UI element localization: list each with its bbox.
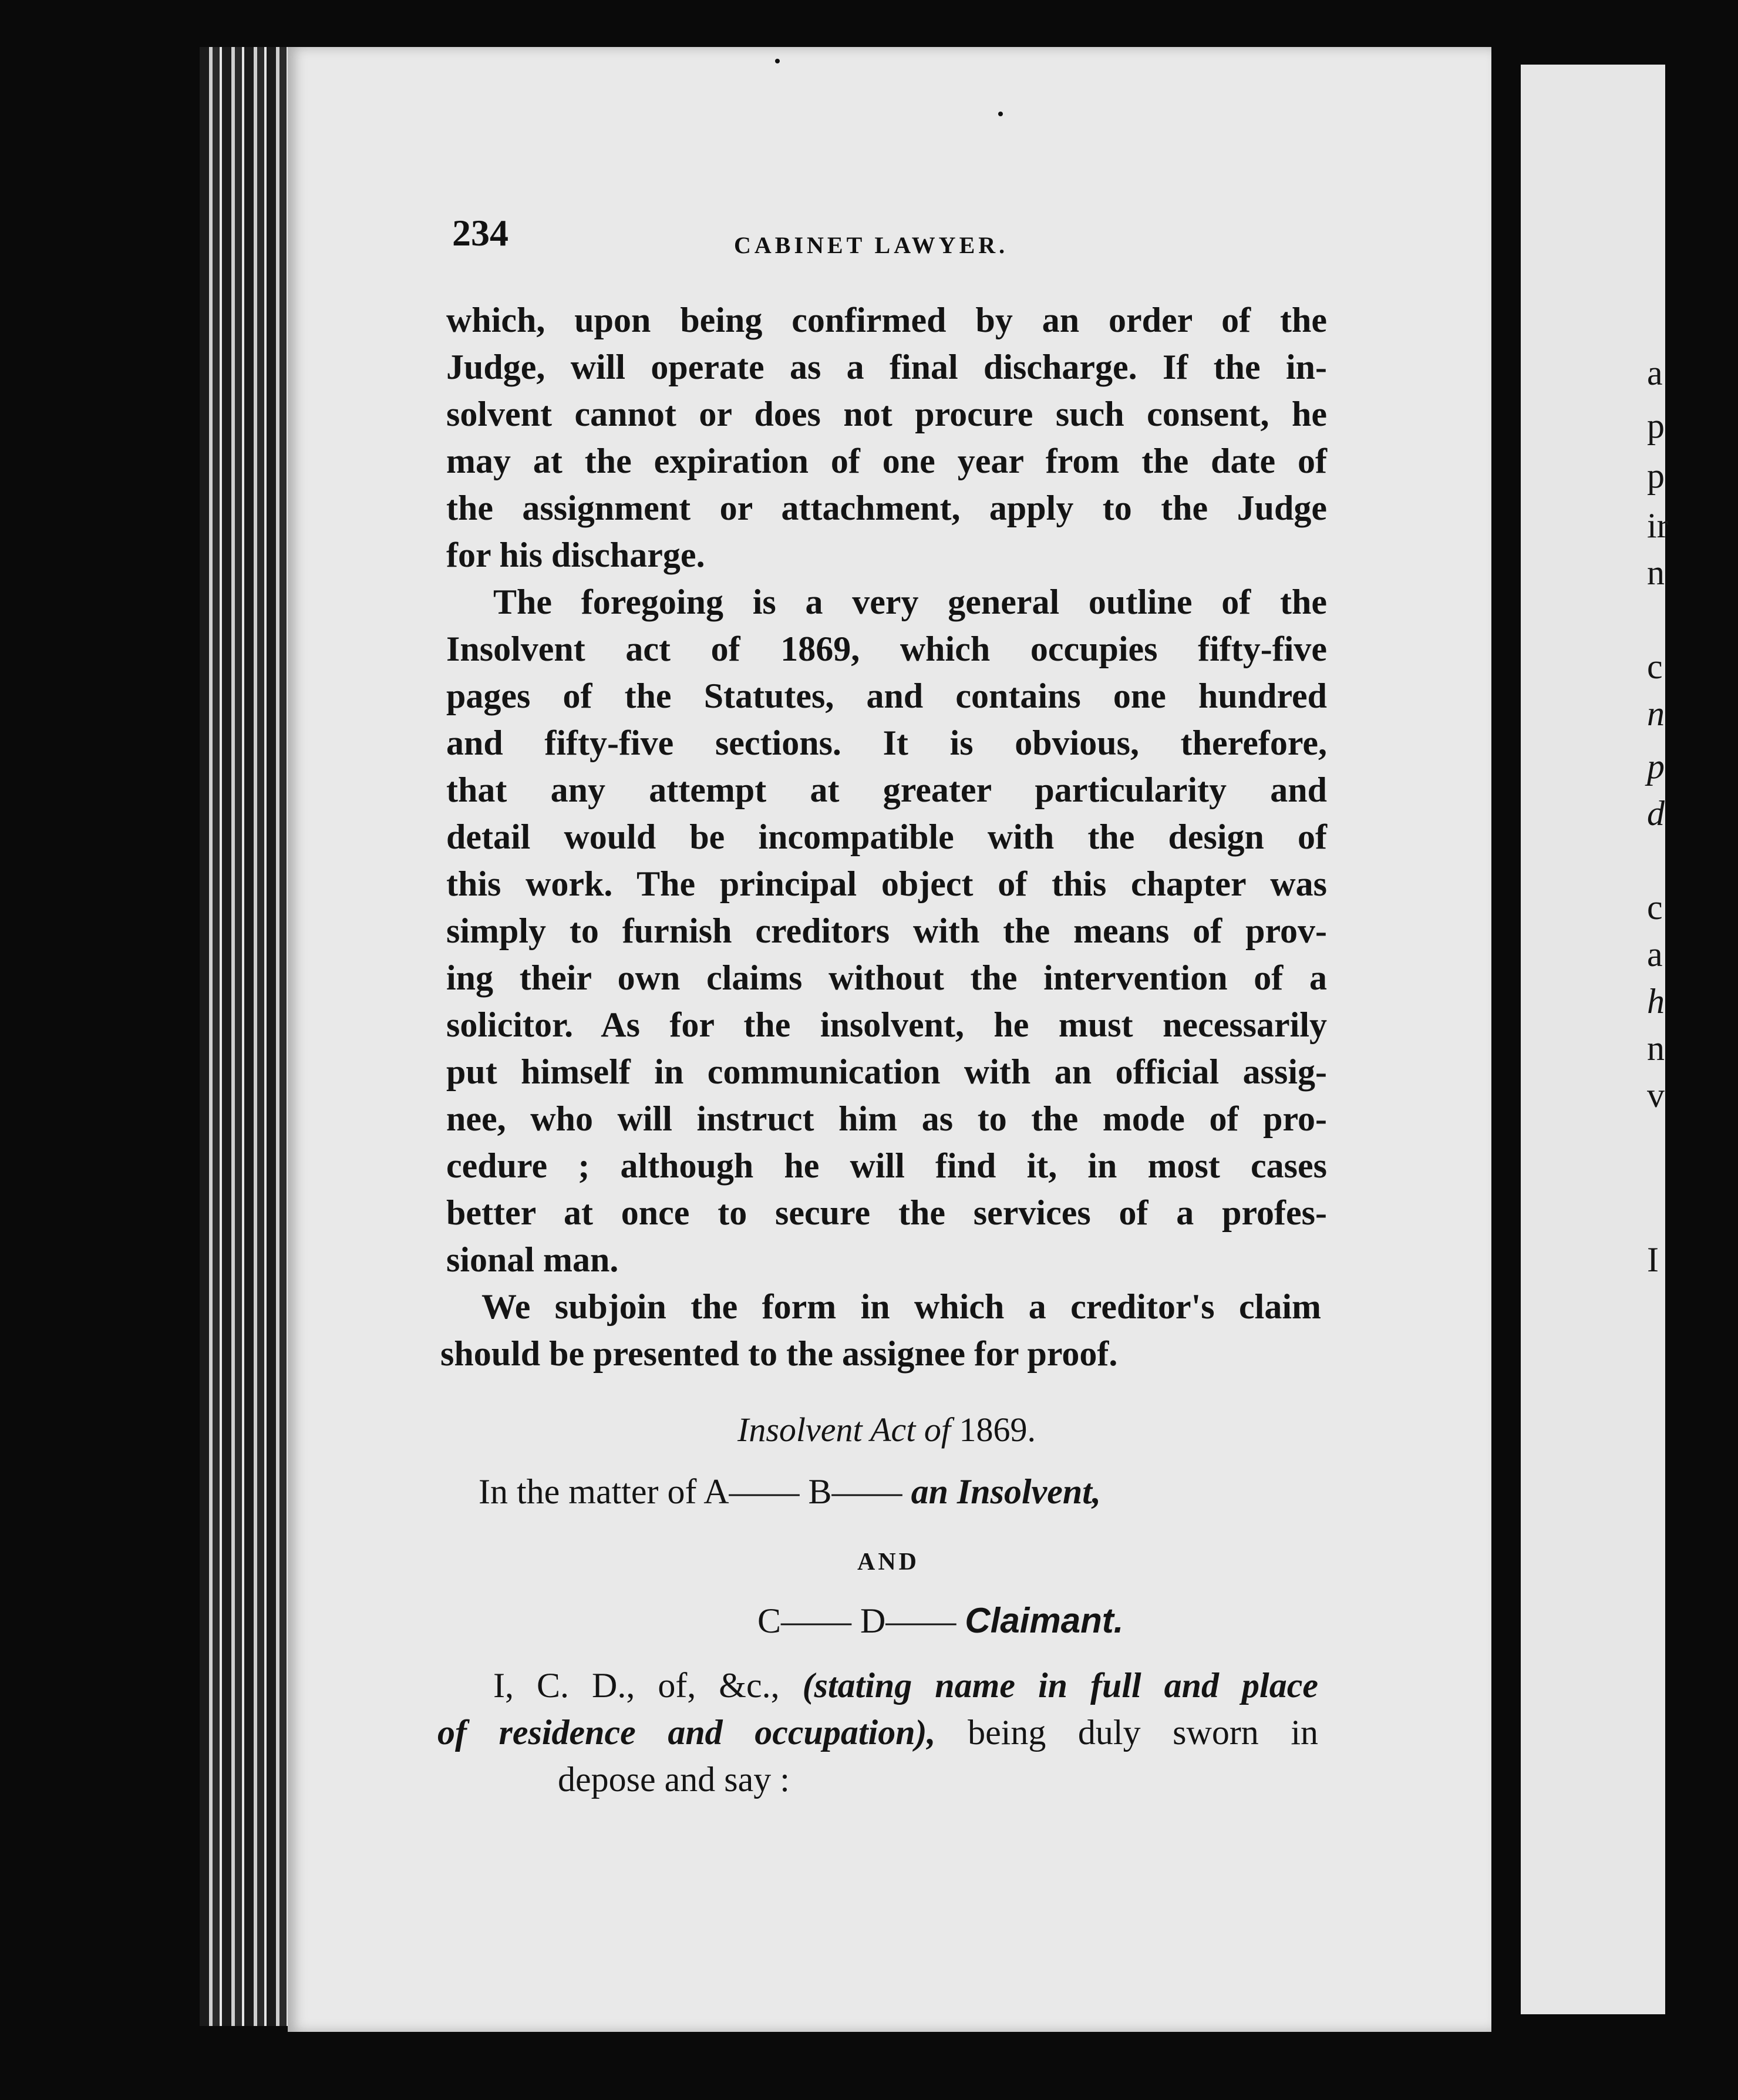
text-line: that any attempt at greater particularity and [446,770,1327,809]
declaration-1-italic: (stating name in full and place [802,1666,1318,1705]
matter-line [479,1471,1359,1512]
form-title-year: 1869. [959,1411,1036,1449]
text-line: pages of the Statutes, and contains one hundred [446,677,1327,715]
declaration-2-italic: of residence and occupation), [437,1713,936,1752]
text-line: cedure ; although he will find it, in most cases [446,1146,1327,1185]
declaration-2-suffix: being duly sworn in [968,1713,1319,1752]
adjacent-page-letter: a [1647,354,1663,392]
and-label: AND [857,1549,919,1576]
adjacent-page [1521,65,1665,2014]
declaration-line-3: depose and say : [558,1760,790,1799]
text-line: and fifty-five sections. It is obvious, therefore, [446,723,1327,762]
text-line: the assignment or attachment, apply to the Judge [446,489,1327,527]
text-line: better at once to secure the services of a profes- [446,1193,1327,1232]
text-line: ing their own claims without the intervention of a [446,958,1327,997]
text-line: solvent cannot or does not procure such consent, he [446,395,1327,433]
text-line: detail would be incompatible with the design of [446,817,1327,856]
adjacent-page-letter: v [1647,1076,1665,1115]
speck [775,59,780,63]
adjacent-page-letter: d [1647,794,1665,833]
text-line: which, upon being confirmed by an order of the [446,301,1327,339]
text-line: The foregoing is a very general outline of the [493,583,1327,621]
text-line: We subjoin the form in which a creditor's claim [481,1287,1321,1326]
text-line: may at the expiration of one year from the date of [446,442,1327,480]
adjacent-page-letter: n [1647,553,1665,592]
declaration-line-2 [437,1712,1318,1753]
page-header [452,211,1333,276]
adjacent-page-letter: c [1647,647,1663,686]
form-title-italic: Insolvent Act of [737,1411,951,1449]
text-line: solicitor. As for the insolvent, he must necessarily [446,1005,1327,1044]
text-line: simply to furnish creditors with the means of prov- [446,911,1327,950]
adjacent-page-letter: p [1647,747,1665,786]
book-binding [200,47,294,2026]
adjacent-page-letter: n [1647,1029,1665,1068]
text-line: nee, who will instruct him as to the mode of pro- [446,1099,1327,1138]
adjacent-page-letter: I [1647,1240,1659,1279]
text-line: for his discharge. [446,536,705,574]
text-line: sional man. [446,1240,619,1279]
running-title: CABINET LAWYER. [734,232,1009,258]
adjacent-page-letter: c [1647,888,1663,927]
adjacent-page-letter: a [1647,935,1663,974]
declaration-1-prefix: I, C. D., of, &c., [493,1666,780,1705]
text-line: this work. The principal object of this chapter was [446,864,1327,903]
text-line: put himself in communication with an official assig- [446,1052,1327,1091]
claimant-italic: Claimant. [965,1601,1124,1640]
matter-prefix: In the matter of A—— B—— [479,1472,902,1511]
speck [998,112,1003,116]
claimant-line [757,1600,1638,1641]
page-number: 234 [452,212,508,254]
adjacent-page-letter: p [1647,406,1665,445]
text-line: should be presented to the assignee for proof. [440,1334,1118,1373]
adjacent-page-letter: h [1647,982,1665,1021]
matter-italic: an Insolvent, [911,1472,1101,1511]
declaration-line-1 [493,1665,1318,1706]
text-line: Insolvent act of 1869, which occupies fifty-five [446,630,1327,668]
adjacent-page-letter: ir [1647,506,1669,545]
form-title [446,1409,1327,1451]
claimant-prefix: C—— D—— [757,1601,956,1640]
text-line: Judge, will operate as a final discharge. If the in- [446,348,1327,386]
adjacent-page-letter: n [1647,694,1665,733]
adjacent-page-letter: p [1647,456,1665,495]
